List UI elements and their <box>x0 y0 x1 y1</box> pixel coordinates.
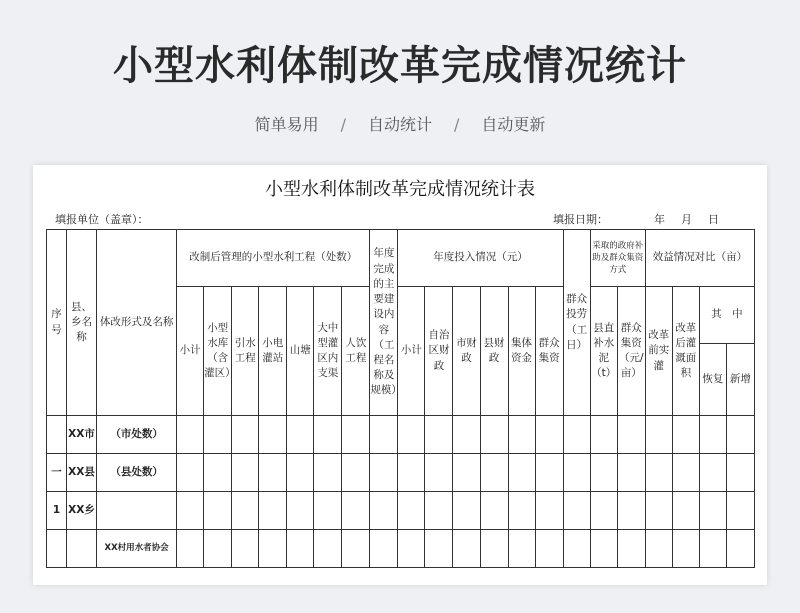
header-managed-group: 改制后管理的小型水利工程（处数） <box>177 230 370 287</box>
header-new-add: 新增 <box>726 344 754 416</box>
header-collective: 集体资金 <box>508 287 535 416</box>
tag-easy: 简单易用 <box>254 115 319 134</box>
header-invest-group: 年度投入情况（元） <box>398 230 563 287</box>
header-after-irr: 改革后灌溉面积 <box>672 287 699 416</box>
header-among: 其 中 <box>699 287 754 344</box>
table-row <box>47 492 755 530</box>
header-benefit-group: 效益情况对比（亩） <box>645 230 754 287</box>
header-mass-labor: 群众投劳（工日） <box>563 230 590 416</box>
year-label: 年 <box>654 213 665 226</box>
table-row <box>47 416 755 454</box>
banner-subtitle <box>0 112 800 135</box>
header-diversion: 引水工程 <box>232 287 259 416</box>
row-seq: 1 <box>47 492 67 530</box>
row-form: XX村用水者协会 <box>97 530 177 568</box>
separator: / <box>340 115 346 134</box>
row-name: XX县 <box>67 454 97 492</box>
row-seq: 一 <box>47 454 67 492</box>
header-subtotal: 小计 <box>177 287 204 416</box>
header-auto-fin: 自治区财政 <box>425 287 453 416</box>
fill-date <box>553 211 719 227</box>
tag-auto-stat: 自动统计 <box>367 115 432 134</box>
row-seq <box>47 416 67 454</box>
banner-title: 小型水利体制改革完成情况统计 <box>113 43 687 89</box>
tag-auto-update: 自动更新 <box>481 115 546 134</box>
row-form: （县处数） <box>97 454 177 492</box>
stats-table <box>46 229 755 568</box>
header-before-irr: 改革前实灌 <box>645 287 672 416</box>
fill-date-label: 填报日期： <box>553 213 608 226</box>
header-county: 县、乡名称 <box>67 230 97 416</box>
sheet-title: 小型水利体制改革完成情况统计表 <box>265 179 535 200</box>
fill-unit-label: 填报单位（盖章）： <box>55 213 149 226</box>
header-canal: 大中型灌区内支渠 <box>314 287 342 416</box>
row-form <box>97 492 177 530</box>
row-seq <box>47 530 67 568</box>
table-row <box>47 530 755 568</box>
row-form: （市处数） <box>97 416 177 454</box>
header-mass-raise: 群众集资 <box>535 287 563 416</box>
header-inv-subtotal: 小计 <box>398 287 425 416</box>
header-county-cement: 县直补水泥（t） <box>590 287 617 416</box>
header-drinking: 人饮工程 <box>342 287 370 416</box>
separator: / <box>454 115 460 134</box>
header-mass-fund: 群众集资（元/亩） <box>617 287 645 416</box>
table-row <box>47 454 755 492</box>
day-label: 日 <box>708 213 719 226</box>
header-county-fin: 县财政 <box>480 287 508 416</box>
header-city-fin: 市财政 <box>453 287 480 416</box>
spreadsheet-preview <box>33 165 767 585</box>
row-name: XX乡 <box>67 492 97 530</box>
header-seq: 序号 <box>47 230 67 416</box>
row-name: XX市 <box>67 416 97 454</box>
header-reform: 体改形式及名称 <box>97 230 177 416</box>
header-annual-content: 年度完成的主要建设内容（工程名称及规模） <box>370 230 398 416</box>
header-reservoir: 小型水库（含灌区） <box>204 287 232 416</box>
header-restore: 恢复 <box>699 344 726 416</box>
header-subsidy-group: 采取的政府补助及群众集资方式 <box>590 230 645 287</box>
row-name <box>67 530 97 568</box>
header-pond: 山塘 <box>287 287 314 416</box>
month-label: 月 <box>681 213 692 226</box>
header-hydro: 小电灌站 <box>259 287 287 416</box>
